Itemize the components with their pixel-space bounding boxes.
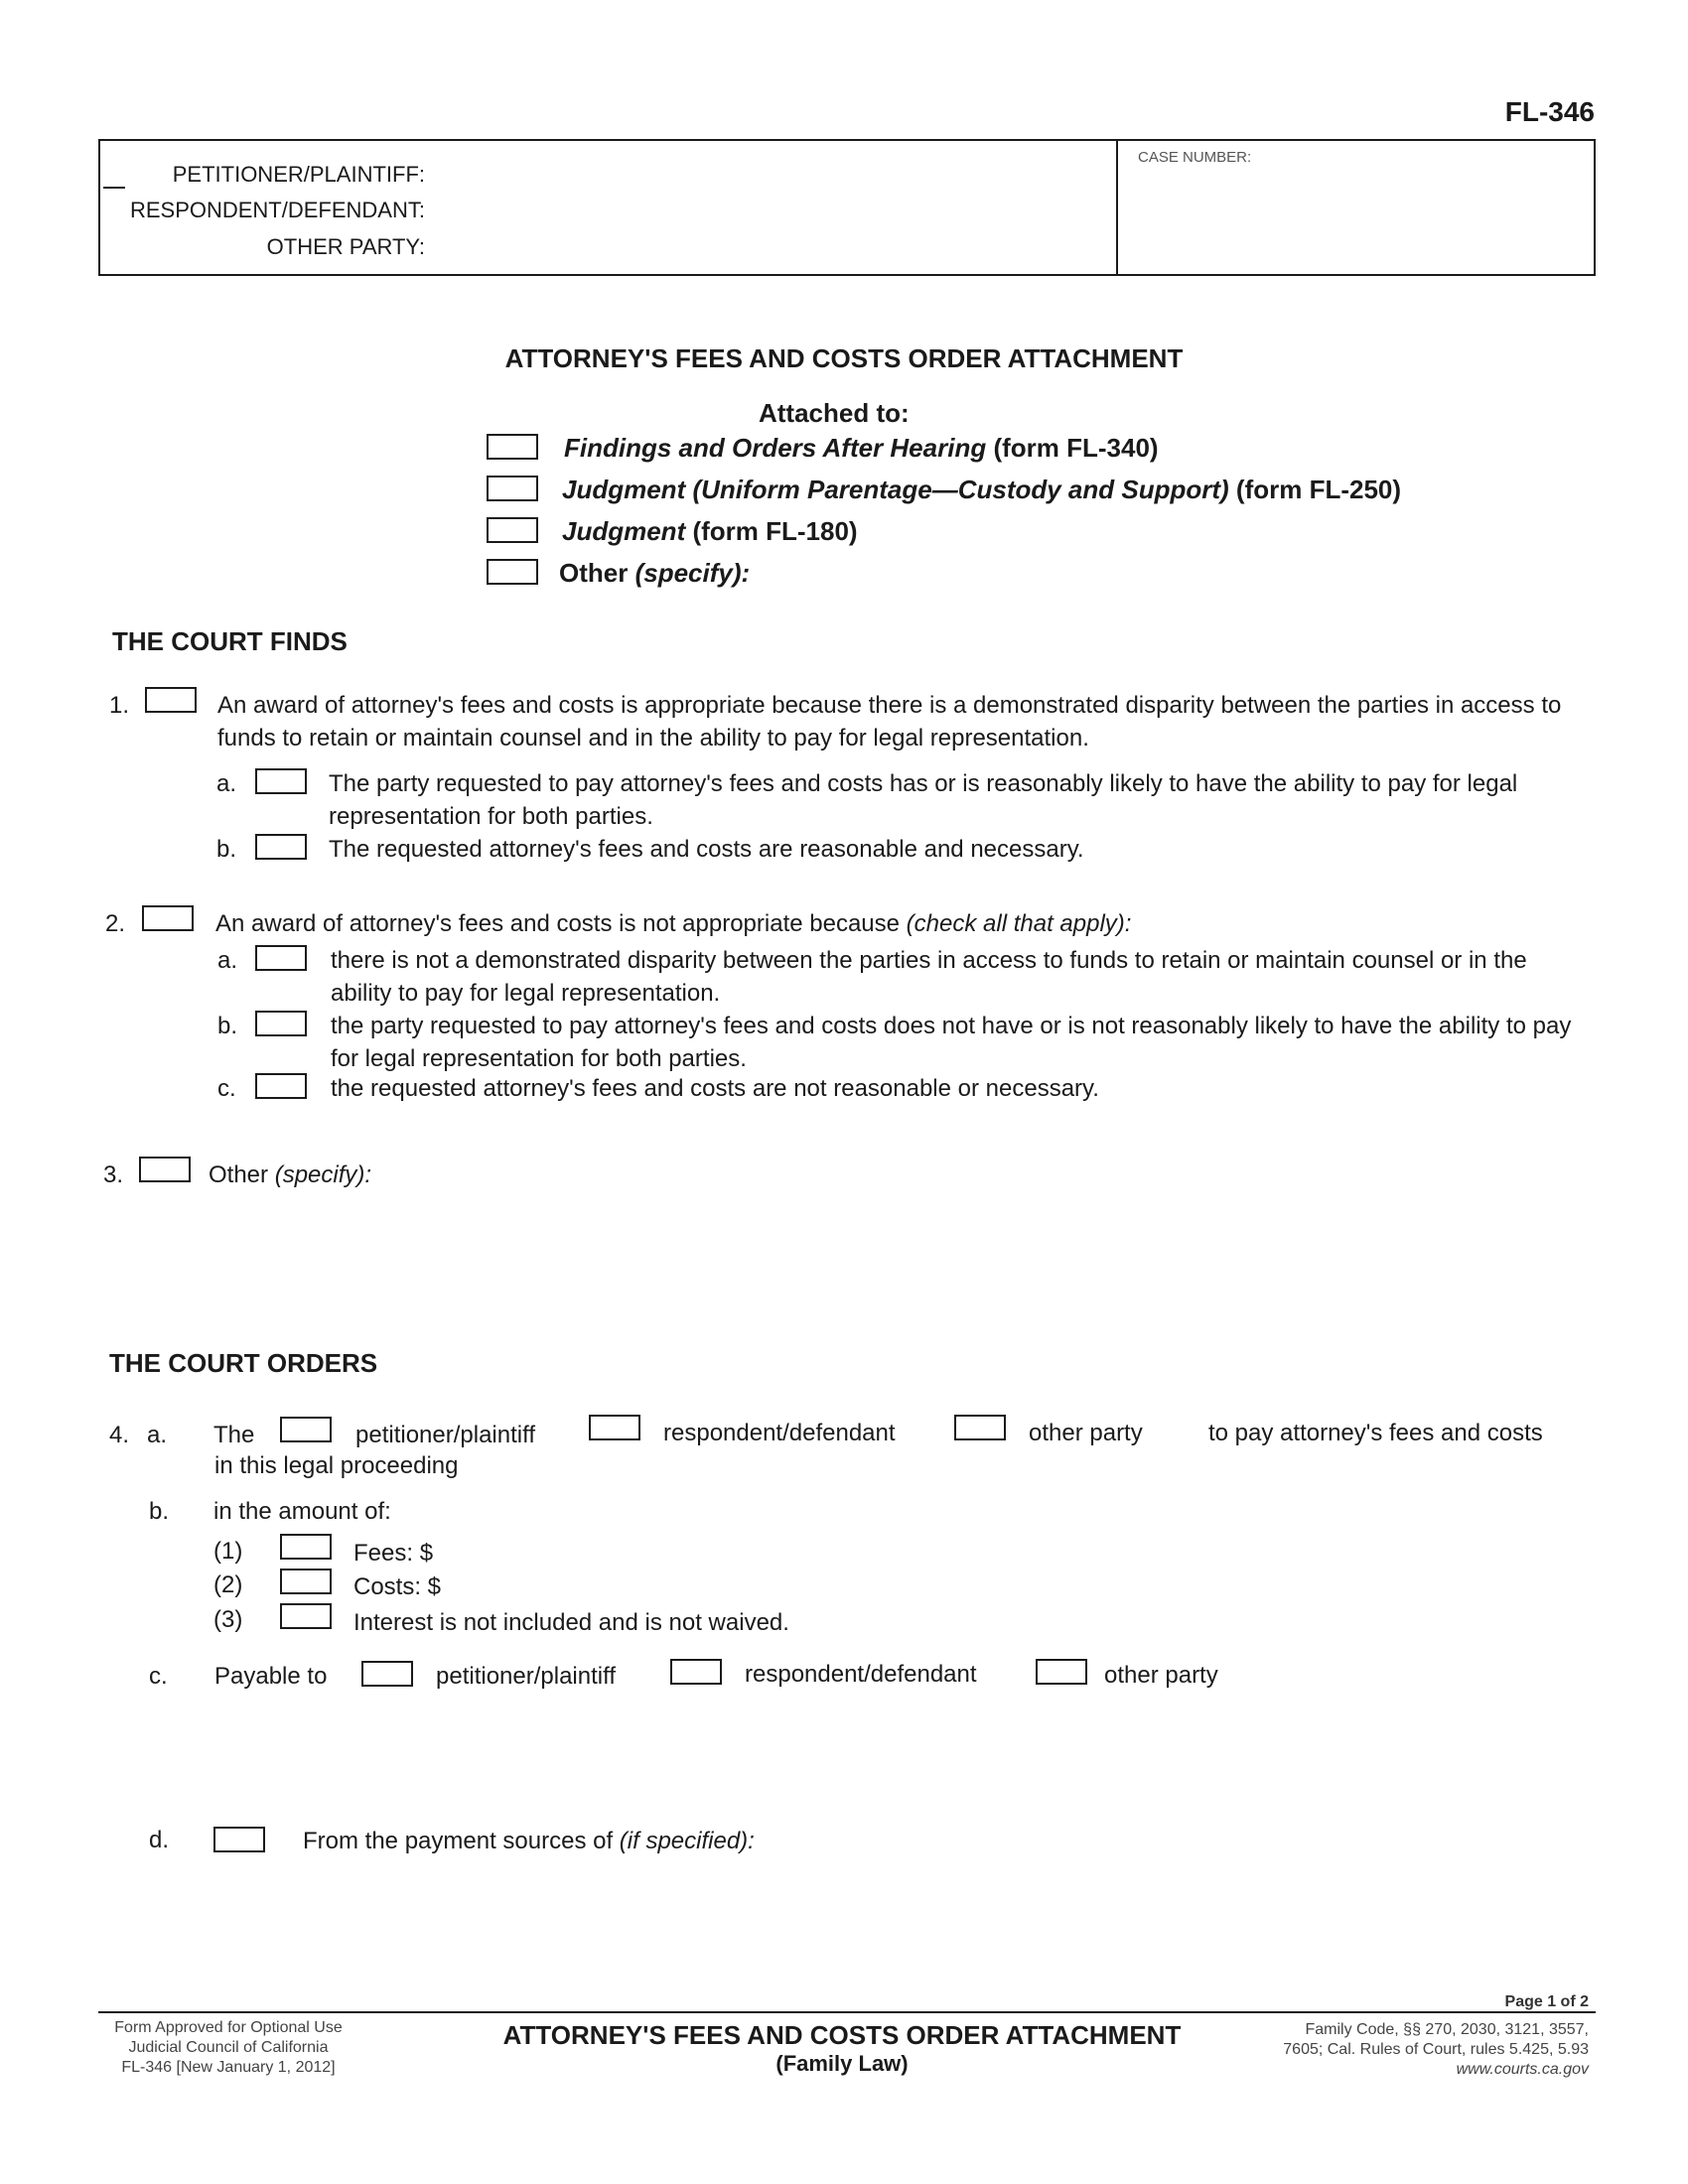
respondent-label: RESPONDENT/DEFENDANT: — [129, 198, 425, 222]
item1-number: 1. — [109, 692, 130, 719]
item4a-petitioner-label: petitioner/plaintiff — [355, 1422, 536, 1448]
item2b-letter: b. — [217, 1013, 238, 1039]
item4c-respondent-label: respondent/defendant — [745, 1661, 977, 1688]
item4a-the: The — [213, 1422, 255, 1448]
item1-text: An award of attorney's fees and costs is appropriate because there is a demonstrated disparity between the parties in access to funds to retain or maintain counsel and in the ability to pay for legal representation. — [217, 692, 1562, 751]
item4b1-text: Fees: $ — [353, 1540, 434, 1567]
item4c-letter: c. — [149, 1663, 168, 1690]
attach-fl180-label: Judgment (form FL-180) — [562, 516, 858, 546]
item4b3-text: Interest is not included and is not waived. — [353, 1609, 789, 1636]
item4d-letter: d. — [149, 1827, 170, 1853]
attach-other-checkbox[interactable] — [487, 559, 538, 585]
item4b1-checkbox[interactable] — [280, 1534, 332, 1560]
petitioner-label: PETITIONER/PLAINTIFF: — [172, 162, 425, 187]
item4c-petitioner-label: petitioner/plaintiff — [436, 1663, 617, 1690]
item3-checkbox[interactable] — [139, 1157, 191, 1182]
other-party-label: OTHER PARTY: — [266, 234, 425, 259]
item3-number: 3. — [103, 1161, 124, 1188]
court-finds-heading: THE COURT FINDS — [112, 626, 348, 656]
item4b-text: in the amount of: — [213, 1498, 391, 1525]
attach-fl250-label: Judgment (Uniform Parentage—Custody and Support) (form FL-250) — [562, 475, 1402, 504]
item4b1-num: (1) — [213, 1538, 243, 1565]
item4c-other-label: other party — [1104, 1662, 1218, 1689]
attach-fl340-checkbox[interactable] — [487, 434, 538, 460]
item1a-checkbox[interactable] — [255, 768, 307, 794]
item2-number: 2. — [105, 910, 126, 937]
petitioner-field[interactable] — [433, 159, 1112, 193]
item2c-text: the requested attorney's fees and costs are not reasonable or necessary. — [331, 1075, 1099, 1102]
item4a-respondent-label: respondent/defendant — [663, 1420, 896, 1446]
caption-tick — [103, 187, 125, 189]
item2-checkbox[interactable] — [142, 905, 194, 931]
item2b-checkbox[interactable] — [255, 1011, 307, 1036]
caption-divider — [1116, 139, 1118, 276]
fees-amount-field[interactable] — [449, 1537, 846, 1567]
other-party-field[interactable] — [433, 231, 1112, 265]
item4a-line2: in this legal proceeding — [214, 1452, 459, 1479]
item2a-text: there is not a demonstrated disparity between the parties in access to funds to retain or maintain counsel or in the ability to pay for legal representation. — [331, 947, 1527, 1007]
item4a-other-label: other party — [1029, 1420, 1143, 1446]
footer-right: Family Code, §§ 270, 2030, 3121, 3557, 7605; Cal. Rules of Court, rules 5.425, 5.93 www.courts.ca.gov — [1283, 2021, 1589, 2078]
footer-website-link[interactable]: www.courts.ca.gov — [1456, 2061, 1589, 2078]
attach-fl340-label: Findings and Orders After Hearing (form FL-340) — [564, 433, 1159, 463]
item1b-text: The requested attorney's fees and costs are reasonable and necessary. — [329, 836, 1084, 863]
item1-checkbox[interactable] — [145, 687, 197, 713]
page-title: ATTORNEY'S FEES AND COSTS ORDER ATTACHMENT — [504, 343, 1184, 373]
item4b2-checkbox[interactable] — [280, 1569, 332, 1594]
case-number-label: CASE NUMBER: — [1138, 149, 1252, 166]
form-number: FL-346 — [1504, 96, 1595, 127]
respondent-field[interactable] — [433, 195, 1112, 228]
item4c-petitioner-checkbox[interactable] — [361, 1661, 413, 1687]
item2c-letter: c. — [217, 1075, 236, 1102]
item4a-respondent-checkbox[interactable] — [589, 1415, 640, 1440]
item2a-letter: a. — [217, 947, 238, 974]
case-number-field[interactable] — [1120, 171, 1593, 272]
item1a-letter: a. — [216, 770, 237, 797]
item4c-respondent-checkbox[interactable] — [670, 1659, 722, 1685]
footer-rule — [98, 2011, 1596, 2013]
attached-heading: Attached to: — [759, 398, 910, 428]
item4a-petitioner-checkbox[interactable] — [280, 1417, 332, 1442]
item4b2-text: Costs: $ — [353, 1573, 442, 1600]
costs-amount-field[interactable] — [459, 1570, 856, 1600]
item3-specify-field[interactable] — [387, 1158, 1579, 1316]
item2c-checkbox[interactable] — [255, 1073, 307, 1099]
page-number: Page 1 of 2 — [1504, 1993, 1589, 2010]
item4-number: 4. — [109, 1422, 130, 1448]
item2b-text: the party requested to pay attorney's fees and costs does not have or is not reasonably likely to have the ability to pay for legal representation for both parties. — [331, 1013, 1572, 1072]
item4a-other-checkbox[interactable] — [954, 1415, 1006, 1440]
item4d-text: From the payment sources of (if specified): — [303, 1828, 755, 1854]
court-orders-heading: THE COURT ORDERS — [109, 1348, 378, 1378]
payment-sources-field[interactable] — [784, 1825, 1579, 1944]
item1a-text: The party requested to pay attorney's fees and costs has or is reasonably likely to have the ability to pay for legal representation for both parties. — [329, 770, 1518, 830]
item2a-checkbox[interactable] — [255, 945, 307, 971]
item4c-payable: Payable to — [214, 1663, 328, 1690]
footer-title: ATTORNEY'S FEES AND COSTS ORDER ATTACHMENT — [502, 2020, 1182, 2050]
item4b3-num: (3) — [213, 1606, 243, 1633]
item4a-letter: a. — [147, 1422, 168, 1448]
item4d-checkbox[interactable] — [213, 1827, 265, 1852]
footer-left: Form Approved for Optional Use Judicial Council of California FL-346 [New January 1, 2012] — [114, 2019, 343, 2076]
item4b2-num: (2) — [213, 1571, 243, 1598]
item4a-topay: to pay attorney's fees and costs — [1208, 1420, 1543, 1446]
item4b3-checkbox[interactable] — [280, 1603, 332, 1629]
item3-text: Other (specify): — [209, 1161, 372, 1188]
item1b-letter: b. — [216, 836, 237, 863]
attach-fl250-checkbox[interactable] — [487, 476, 538, 501]
item1b-checkbox[interactable] — [255, 834, 307, 860]
item2-text: An award of attorney's fees and costs is not appropriate because (check all that apply): — [215, 910, 1132, 937]
footer-subtitle: (Family Law) — [775, 2051, 909, 2076]
item4b-letter: b. — [149, 1498, 170, 1525]
attach-fl180-checkbox[interactable] — [487, 517, 538, 543]
item4c-other-checkbox[interactable] — [1036, 1659, 1087, 1685]
attach-other-label: Other (specify): — [559, 558, 751, 588]
